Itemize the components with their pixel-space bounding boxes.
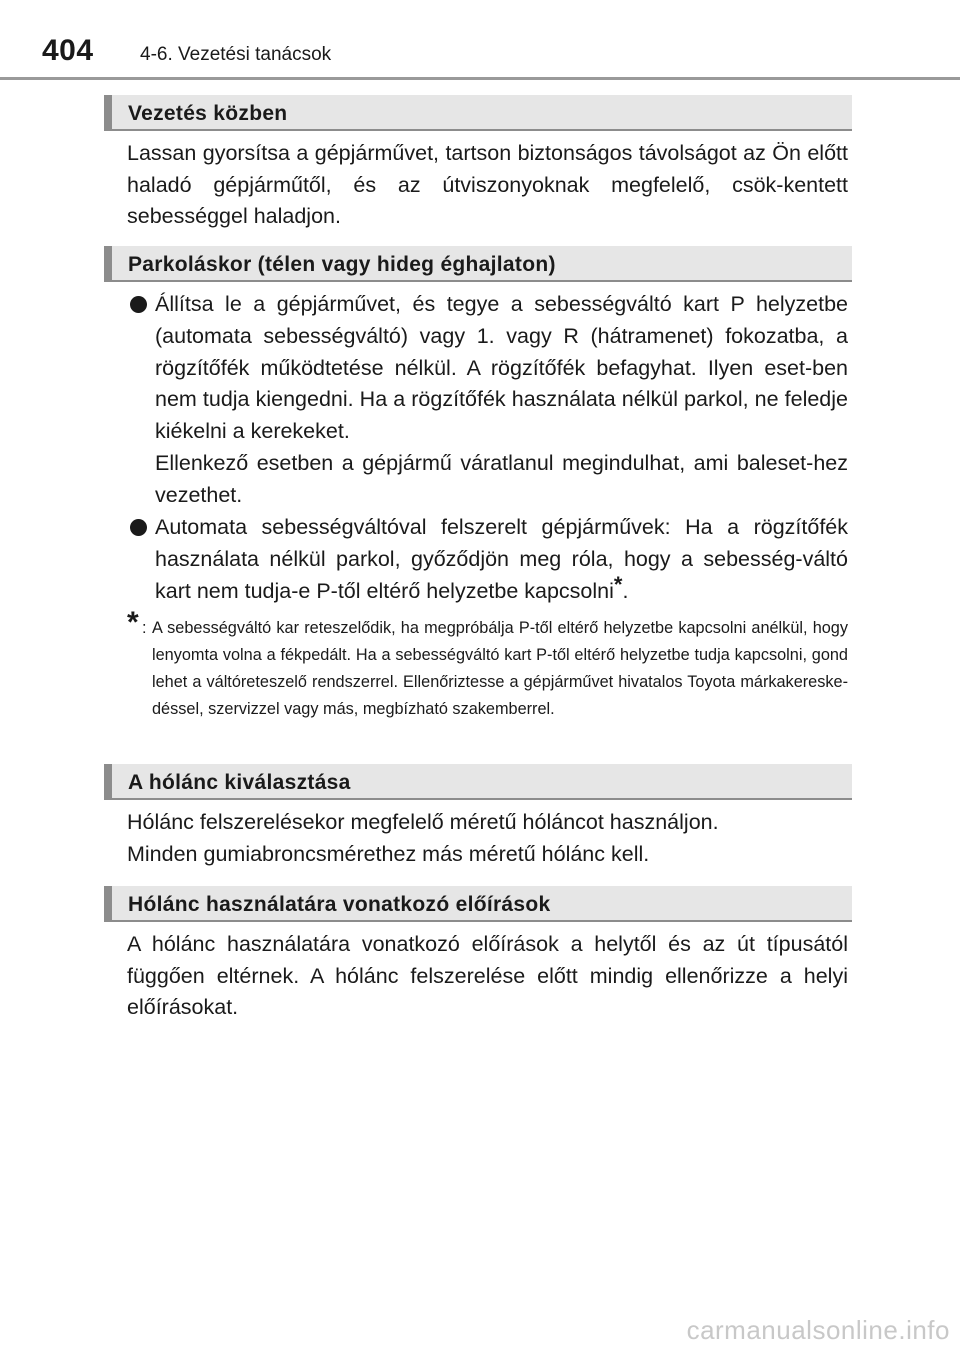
snow-chain-line-2: Minden gumiabroncsmérethez más méretű hólánc kell. — [127, 842, 650, 866]
section-heading-snow-chain-selection — [104, 764, 852, 800]
section-heading-text: Hólánc használatára vonatkozó előírások — [128, 893, 551, 916]
section-heading-text: Vezetés közben — [128, 102, 288, 125]
section-heading-text: Parkoláskor (télen vagy hideg éghajlaton) — [128, 253, 556, 276]
header-divider — [0, 77, 960, 80]
snow-chain-line-1: Hólánc felszerelésekor megfelelő méretű hóláncot használjon. — [127, 810, 719, 834]
bullet-continuation: Ellenkező esetben a gépjármű váratlanul megindulhat, ami baleset-hez vezethet. — [155, 450, 848, 507]
page-number: 404 — [42, 34, 94, 67]
watermark: carmanualsonline.info — [686, 1315, 950, 1345]
section-paragraph-regulations: A hólánc használatára vonatkozó előírások a helytől és az út típusától függően eltérnek. A hólánc felszerelése előtt mindig ellenőrizze a helyi előírásokat. — [127, 932, 848, 1020]
bullet-text: Állítsa le a gépjárművet, és tegye a sebességváltó kart P helyzetbe (automata sebességváltó) vagy 1. vagy R (hátramenet) fokozatba, a rögzítőfék működtetése nélkül. A rögzítőfék befagyhat. Ilyen eset-ben nem tudja kiengedni. Ha a rögzítőfék használata nélkül parkol, ne feledje kiékelni a kerekeket. — [155, 292, 848, 444]
footnote-mark: * — [127, 606, 139, 639]
section-heading-parking — [104, 246, 852, 282]
chapter-title: 4-6. Vezetési tanácsok — [140, 44, 332, 65]
bullet-dot-icon — [130, 296, 147, 313]
page-header — [0, 0, 960, 80]
section-heading-snow-chain-regulations — [104, 886, 852, 922]
footnote-marker: * — [613, 571, 623, 597]
bullet-item-automatic-transmission — [127, 512, 848, 607]
section-heading-text: A hólánc kiválasztása — [128, 771, 351, 794]
bullet-item-parking-brake — [127, 289, 848, 512]
section-heading-driving — [104, 95, 852, 131]
bullet-text: Automata sebességváltóval felszerelt gépjárművek: Ha a rögzítőfék használata nélkül parkol, győződjön meg róla, hogy a sebesség-váltó kart nem tudja-e P-től eltérő helyzetbe kapcsolni — [155, 515, 848, 603]
footnote-text: A sebességváltó kar reteszelődik, ha megpróbálja P-től eltérő helyzetbe kapcsolni anélkül, hogy lenyomta volna a fékpedált. Ha a sebességváltó kart P-től eltérő helyzetbe tudja kapcsolni, gond lehet a váltóreteszelő rendszerrel. Ellenőriztesse a gépjárművet hivatalos Toyota márkakereske-déssel, szervizzel vagy más, megbízható szakemberrel. — [152, 619, 848, 718]
footnote — [127, 606, 848, 723]
bullet-dot-icon — [130, 519, 147, 536]
section-paragraph-driving: Lassan gyorsítsa a gépjárművet, tartson biztonságos távolságot az Ön előtt haladó gépjárműtől, és az útviszonyoknak megfelelő, csök-kentett sebességgel haladjon. — [127, 141, 848, 229]
bullet-suffix: . — [622, 578, 629, 603]
footnote-colon: : — [142, 619, 147, 637]
